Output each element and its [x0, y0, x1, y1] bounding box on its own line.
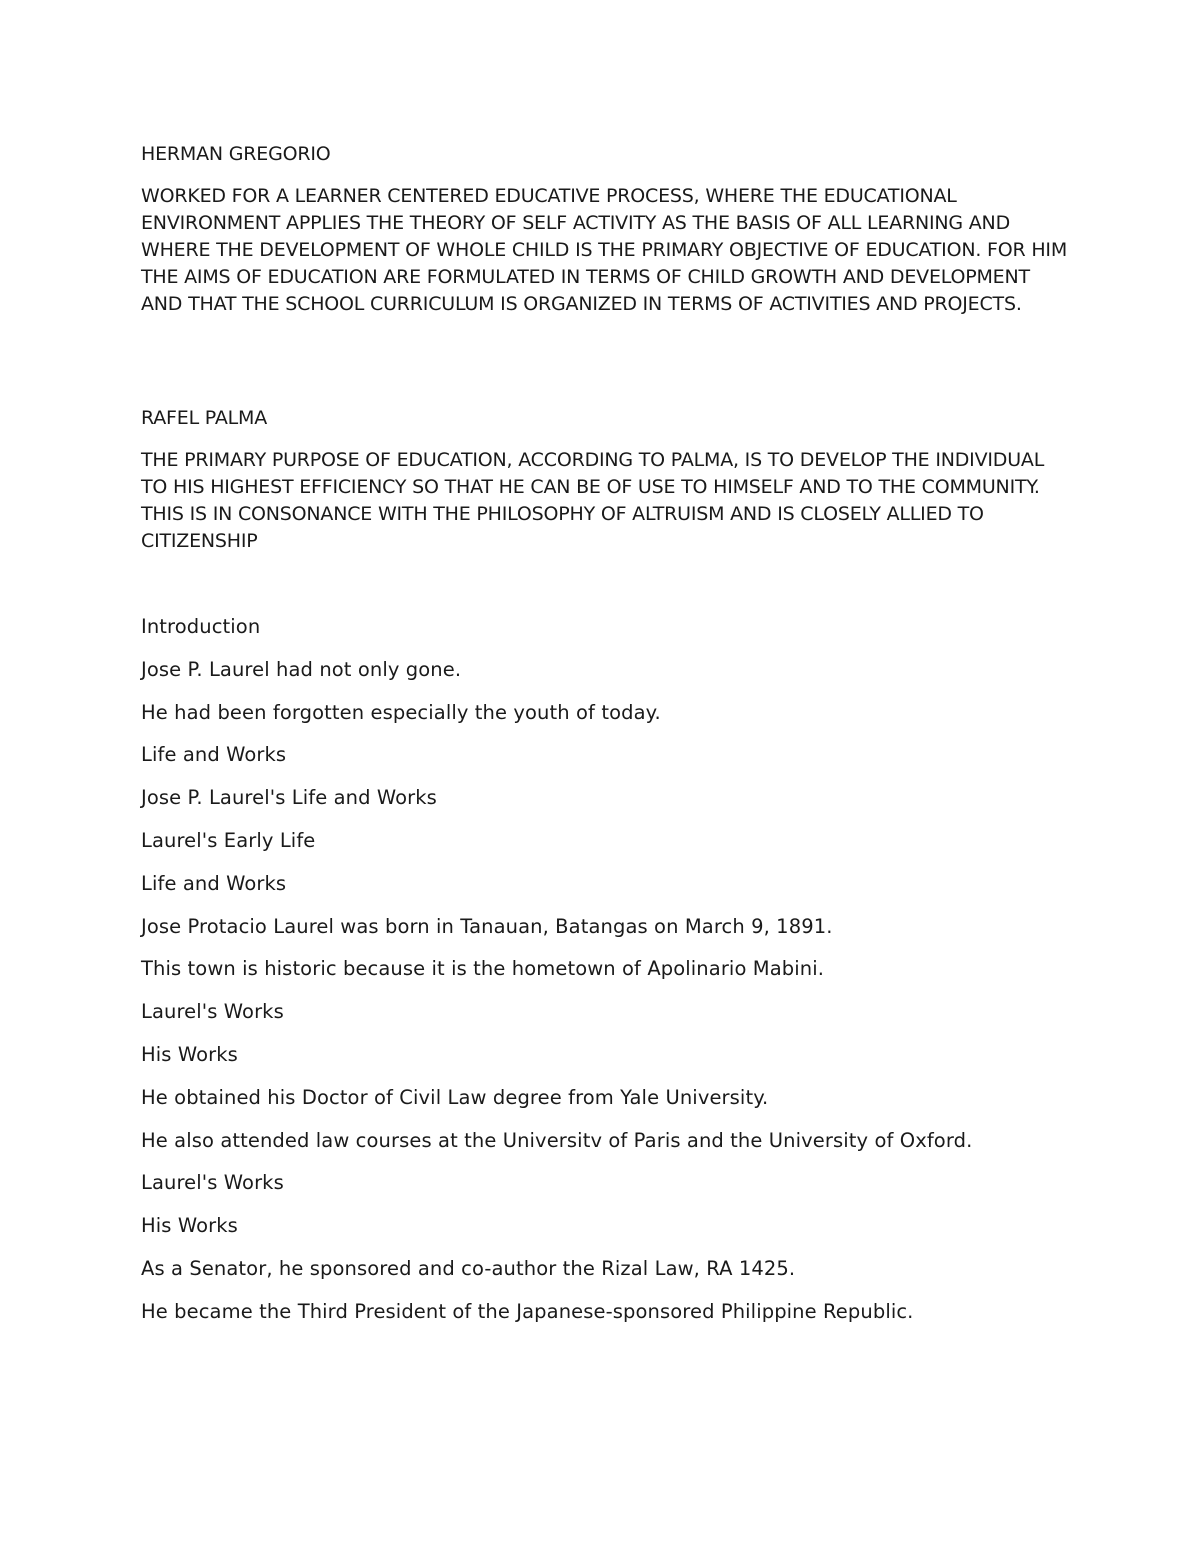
text-line: As a Senator, he sponsored and co-author the Rizal Law, RA 1425. — [141, 1256, 796, 1280]
text-line: This town is historic because it is the hometown of Apolinario Mabini. — [141, 957, 825, 981]
text-line: Introduction — [141, 615, 261, 638]
text-line: Life and Works — [141, 871, 287, 895]
text-line: He obtained his Doctor of Civil Law degree from Yale University. — [141, 1085, 769, 1109]
text-line: Jose P. Laurel had not only gone. — [141, 657, 462, 681]
section-heading: HERMAN GREGORIO — [141, 143, 331, 165]
laurel-notes — [141, 613, 1141, 1341]
text-line: Laurel's Works — [141, 1000, 284, 1024]
section-herman-gregorio — [141, 141, 1071, 318]
section-body: WORKED FOR A LEARNER CENTERED EDUCATIVE PROCESS, WHERE THE EDUCATIONAL ENVIRONMENT APPLIES THE THEORY OF SELF ACTIVITY AS THE BASIS OF ALL LEARNING AND WHERE THE DEVELOPMENT OF WHOLE CHILD IS THE PRIMARY OBJECTIVE OF EDUCATION. FOR HIM THE AIMS OF EDUCATION ARE FORMULATED IN TERMS OF CHILD GROWTH AND DEVELOPMENT AND THAT THE SCHOOL CURRICULUM IS ORGANIZED IN TERMS OF ACTIVITIES AND PROJECTS. — [141, 185, 1068, 315]
text-line: Jose P. Laurel's Life and Works — [141, 786, 437, 810]
section-body: THE PRIMARY PURPOSE OF EDUCATION, ACCORDING TO PALMA, IS TO DEVELOP THE INDIVIDUAL TO HIS HIGHEST EFFICIENCY SO THAT HE CAN BE OF USE TO HIMSELF AND TO THE COMMUNITY. THIS IS IN CONSONANCE WITH THE PHILOSOPHY OF ALTRUISM AND IS CLOSELY ALLIED TO CITIZENSHIP — [141, 449, 1045, 552]
text-line: Jose Protacio Laurel was born in Tanauan, Batangas on March 9, 1891. — [141, 914, 833, 938]
section-heading: RAFEL PALMA — [141, 407, 268, 429]
text-line: His Works — [141, 1042, 238, 1066]
text-line: He also attended law courses at the Universitv of Paris and the University of Oxford. — [141, 1128, 973, 1152]
text-line: Laurel's Early Life — [141, 828, 316, 852]
text-line: Laurel's Works — [141, 1171, 284, 1195]
text-line: Life and Works — [141, 743, 287, 767]
text-line: He became the Third President of the Japanese-sponsored Philippine Republic. — [141, 1299, 914, 1323]
text-line: He had been forgotten especially the youth of today. — [141, 700, 661, 724]
section-rafel-palma — [141, 405, 1071, 555]
text-line: His Works — [141, 1214, 238, 1238]
